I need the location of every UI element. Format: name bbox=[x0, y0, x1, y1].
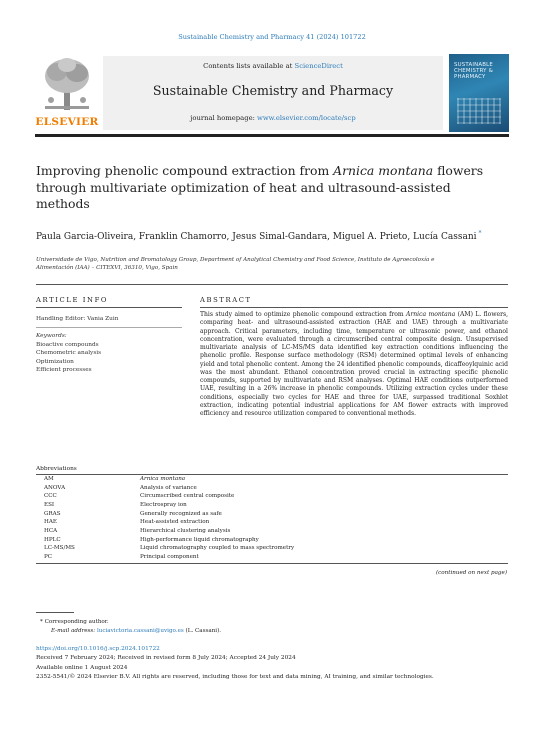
definition-cell: High-performance liquid chromatography bbox=[140, 536, 259, 543]
definition-cell: Arnica montana bbox=[140, 476, 186, 482]
definition-cell: Hierarchical clustering analysis bbox=[140, 527, 231, 534]
title-italic: Arnica montana bbox=[333, 163, 434, 178]
keyword-list bbox=[36, 341, 176, 374]
table-row bbox=[36, 501, 506, 510]
header-divider bbox=[35, 134, 509, 137]
sciencedirect-link[interactable]: ScienceDirect bbox=[294, 62, 343, 70]
definition-cell: Electrospray ion bbox=[140, 501, 187, 508]
journal-homepage-link[interactable]: www.elsevier.com/locate/scp bbox=[257, 114, 356, 122]
table-row bbox=[36, 544, 506, 553]
cover-graphic bbox=[457, 98, 501, 124]
abbreviations-table bbox=[36, 475, 506, 562]
copyright-line: 2352-5541/© 2024 Elsevier B.V. All rights are reserved, including those for text and data mining, AI training, and similar technologies. bbox=[36, 674, 434, 680]
abbreviations-title: Abbreviations bbox=[36, 466, 77, 472]
continued-note: (continued on next page) bbox=[435, 570, 507, 576]
corresponding-author-mark[interactable]: * bbox=[478, 230, 482, 237]
journal-citation: Sustainable Chemistry and Pharmacy 41 (2024) 101722 bbox=[178, 33, 366, 41]
contents-line bbox=[103, 62, 443, 70]
title-part2: flowers through multivariate optimization of heat and ultrasound-assisted methods bbox=[36, 163, 484, 211]
elsevier-tree-icon bbox=[41, 56, 93, 112]
affiliation-divider bbox=[36, 284, 508, 285]
table-row bbox=[36, 553, 506, 562]
contents-prefix: Contents lists available at bbox=[203, 62, 295, 70]
doi-link[interactable]: https://doi.org/10.1016/j.scp.2024.101722 bbox=[36, 646, 160, 652]
article-info-heading: ARTICLE INFO bbox=[36, 296, 109, 304]
abbr-cell: PC bbox=[44, 553, 53, 560]
homepage-line bbox=[103, 114, 443, 122]
keyword-item: Bioactive compounds bbox=[36, 342, 99, 348]
abbr-cell: HCA bbox=[44, 527, 58, 534]
abstract-text bbox=[200, 311, 508, 418]
definition-cell: Heat-assisted extraction bbox=[140, 519, 210, 526]
abstract-part1: This study aimed to optimize phenolic compound extraction from bbox=[200, 311, 407, 318]
author-list bbox=[36, 228, 496, 244]
footnote-divider bbox=[36, 612, 74, 613]
corresponding-author-note: * Corresponding author. bbox=[40, 619, 109, 625]
elsevier-logo[interactable] bbox=[35, 54, 99, 132]
elsevier-wordmark: ELSEVIER bbox=[35, 116, 99, 128]
table-row bbox=[36, 492, 506, 501]
abstract-heading: ABSTRACT bbox=[200, 296, 252, 304]
handling-editor: Handling Editor: Vania Zuin bbox=[36, 316, 119, 322]
table-row bbox=[36, 518, 506, 527]
abbreviations-bottom-rule bbox=[36, 563, 508, 564]
email-suffix: (L. Cassani). bbox=[183, 628, 222, 634]
definition-cell: Analysis of variance bbox=[140, 484, 197, 491]
abstract-rule bbox=[200, 307, 508, 308]
definition-cell: Principal component bbox=[140, 553, 199, 560]
article-title bbox=[36, 163, 496, 213]
keyword-item: Optimization bbox=[36, 358, 74, 365]
keyword-item: Chemometric analysis bbox=[36, 350, 102, 357]
abbr-cell: LC-MS/MS bbox=[44, 545, 75, 552]
homepage-prefix: journal homepage: bbox=[190, 114, 258, 122]
article-info-rule bbox=[36, 307, 182, 308]
journal-title: Sustainable Chemistry and Pharmacy bbox=[152, 83, 394, 98]
history-dates: Received 7 February 2024; Received in revised form 8 July 2024; Accepted 24 July 2024 bbox=[36, 655, 296, 661]
abbr-cell: AM bbox=[44, 476, 54, 482]
email-footnote bbox=[51, 628, 221, 634]
abbr-cell: HAE bbox=[44, 519, 58, 526]
journal-banner bbox=[103, 56, 443, 130]
abbr-cell: HPLC bbox=[44, 536, 61, 543]
title-part1: Improving phenolic compound extraction from bbox=[36, 163, 334, 178]
abbr-cell: GRAS bbox=[44, 510, 61, 517]
affiliation: Universidade de Vigo, Nutrition and Bromatology Group, Department of Analytical Chemistry and Food Science, Instituto de Agroecoloxía e Alimentación (IAA) – CITEXVI, 36310, Vigo, Spain bbox=[36, 257, 435, 272]
table-row bbox=[36, 475, 506, 484]
available-online: Available online 1 August 2024 bbox=[36, 665, 128, 671]
table-row bbox=[36, 510, 506, 519]
table-row bbox=[36, 484, 506, 493]
email-link[interactable]: luciavictoria.cassani@uvigo.es bbox=[96, 628, 184, 634]
authors-text: Paula Garcia-Oliveira, Franklin Chamorro, Jesus Simal-Gandara, Miguel A. Prieto, Lucía Cassani bbox=[36, 232, 477, 242]
abstract-italic: Arnica montana bbox=[406, 311, 456, 318]
keywords-label: Keywords: bbox=[36, 333, 67, 339]
definition-cell: Circumscribed central composite bbox=[140, 493, 235, 500]
email-label: E-mail address: bbox=[51, 628, 97, 634]
journal-cover-image[interactable] bbox=[449, 54, 509, 132]
keywords-divider bbox=[36, 327, 182, 328]
table-row bbox=[36, 527, 506, 536]
cover-title: SUSTAINABLE CHEMISTRY & PHARMACY bbox=[454, 62, 493, 81]
table-row bbox=[36, 536, 506, 545]
abstract-part2: (AM) L. flowers, comparing heat- and ultrasound-assisted extraction (HAE and UAE) through a multivariate approach. Critical parameters, including time, temperature or ultrasonic power, and ethanol concentration, were evaluated through a circumscribed central composite design. Unsupervised multivariate analysis of LC-MS/MS data identified key extraction conditions influencing the phenolic profile. Response surface methodology (RSM) determined optimal levels of enhancing yield and total phenolic content. Among the 24 identified phenolic compounds, dicaffeoylquinic acid was the most abundant. Ethanol concentration proved crucial in extracting specific phenolic compounds, supported by multivariate and RSM analyses. Optimal HAE conditions outperformed UAE, resulting in a 26% increase in phenolic compounds. Utilizing extraction cycles under these conditions, especially two cycles for HAE and three for UAE, surpassed traditional Soxhlet extraction, indicating potential industrial applications for AM flower extracts with improved efficiency and resource utilization compared to conventional methods. bbox=[200, 311, 508, 417]
abbr-cell: ESI bbox=[44, 501, 55, 508]
definition-cell: Liquid chromatography coupled to mass spectrometry bbox=[140, 545, 295, 552]
keyword-item: Efficient processes bbox=[36, 366, 92, 373]
abbr-cell: ANOVA bbox=[44, 484, 66, 491]
abbr-cell: CCC bbox=[44, 493, 57, 500]
definition-cell: Generally recognized as safe bbox=[140, 510, 222, 517]
masthead bbox=[35, 54, 509, 132]
